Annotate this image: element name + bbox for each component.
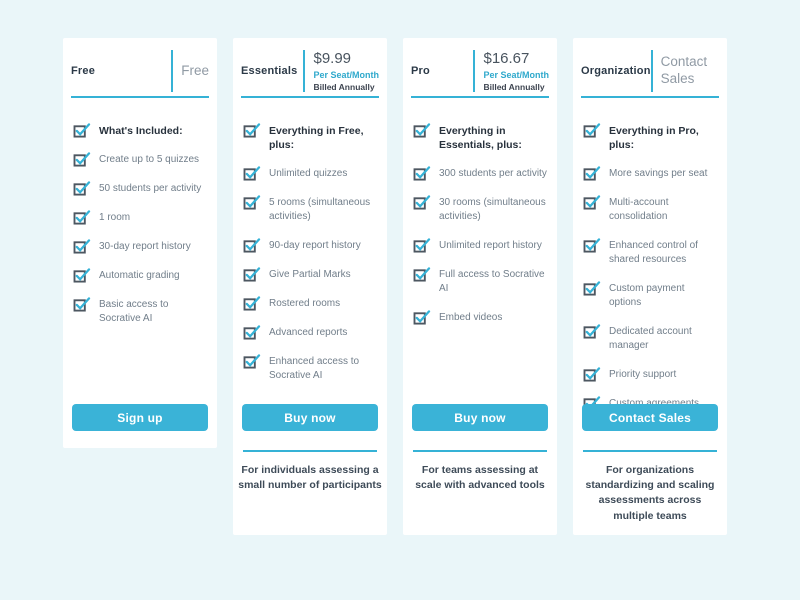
pricing-cards bbox=[63, 38, 727, 535]
signup-button[interactable]: Sign up bbox=[72, 404, 208, 431]
price-amount: $16.67 bbox=[483, 50, 530, 67]
feature-item: Enhanced control of shared resources bbox=[583, 239, 717, 267]
feature-item: Priority support bbox=[583, 368, 717, 382]
price-billing-note: Billed Annually bbox=[313, 82, 375, 92]
buy-now-button[interactable]: Buy now bbox=[412, 404, 548, 431]
price-block bbox=[475, 50, 549, 92]
plan-description: For teams assessing at scale with advanced tools bbox=[415, 464, 545, 492]
feature-item: More savings per seat bbox=[583, 167, 717, 181]
feature-item: Basic access to Socrative AI bbox=[73, 298, 207, 326]
feature-list bbox=[71, 124, 209, 326]
price-amount: $9.99 bbox=[313, 50, 352, 67]
feature-item: 5 rooms (simultaneous activities) bbox=[243, 196, 377, 224]
checkbox-icon bbox=[583, 123, 601, 138]
checkbox-icon bbox=[243, 195, 261, 210]
checkbox-icon bbox=[73, 181, 91, 196]
feature-list bbox=[411, 124, 549, 325]
feature-item: 50 students per activity bbox=[73, 182, 207, 196]
checkbox-icon bbox=[73, 210, 91, 225]
footer-rule bbox=[413, 450, 547, 452]
plan-header bbox=[71, 38, 209, 94]
checkbox-icon bbox=[73, 152, 91, 167]
price-block bbox=[653, 54, 719, 88]
plan-header bbox=[241, 38, 379, 94]
feature-item: Embed videos bbox=[413, 311, 547, 325]
plan-card-essentials bbox=[233, 38, 387, 535]
checkbox-icon bbox=[73, 123, 91, 138]
feature-item: 30-day report history bbox=[73, 240, 207, 254]
checkbox-icon bbox=[583, 367, 601, 382]
price-per-seat: Per Seat/Month bbox=[483, 70, 549, 80]
plan-description: For organizations standardizing and scaling assessments across multiple teams bbox=[585, 464, 715, 522]
plan-header bbox=[411, 38, 549, 94]
feature-item: Everything in Free, plus: bbox=[243, 124, 377, 152]
header-rule bbox=[411, 96, 549, 98]
price-text: Contact Sales bbox=[660, 54, 708, 86]
checkbox-icon bbox=[583, 166, 601, 181]
checkbox-icon bbox=[73, 239, 91, 254]
checkbox-icon bbox=[413, 238, 431, 253]
checkbox-icon bbox=[583, 238, 601, 253]
footer-rule bbox=[243, 450, 377, 452]
checkbox-icon bbox=[243, 166, 261, 181]
checkbox-icon bbox=[413, 166, 431, 181]
feature-item: Everything in Essentials, plus: bbox=[413, 124, 547, 152]
feature-item: 1 room bbox=[73, 211, 207, 225]
feature-item: Create up to 5 quizzes bbox=[73, 153, 207, 167]
checkbox-icon bbox=[243, 267, 261, 282]
checkbox-icon bbox=[583, 324, 601, 339]
checkbox-icon bbox=[583, 195, 601, 210]
plan-name: Pro bbox=[411, 65, 430, 77]
feature-item: Full access to Socrative AI bbox=[413, 268, 547, 296]
header-rule bbox=[241, 96, 379, 98]
feature-item: Rostered rooms bbox=[243, 297, 377, 311]
checkbox-icon bbox=[243, 123, 261, 138]
feature-item: Custom payment options bbox=[583, 282, 717, 310]
feature-item: 30 rooms (simultaneous activities) bbox=[413, 196, 547, 224]
checkbox-icon bbox=[413, 195, 431, 210]
feature-item: Automatic grading bbox=[73, 269, 207, 283]
plan-description: For individuals assessing a small number of participants bbox=[238, 464, 382, 492]
feature-list bbox=[241, 124, 379, 383]
header-rule bbox=[581, 96, 719, 98]
checkbox-icon bbox=[243, 296, 261, 311]
feature-item: Unlimited report history bbox=[413, 239, 547, 253]
price-text: Free bbox=[181, 62, 209, 78]
plan-card-pro bbox=[403, 38, 557, 535]
feature-item: What's Included: bbox=[73, 124, 207, 138]
header-rule bbox=[71, 96, 209, 98]
plan-card-free bbox=[63, 38, 217, 448]
feature-item: 90-day report history bbox=[243, 239, 377, 253]
plan-header bbox=[581, 38, 719, 94]
footer-rule bbox=[583, 450, 717, 452]
checkbox-icon bbox=[413, 310, 431, 325]
contact-sales-button[interactable]: Contact Sales bbox=[582, 404, 718, 431]
plan-name: Free bbox=[71, 65, 96, 77]
checkbox-icon bbox=[413, 267, 431, 282]
feature-item: 300 students per activity bbox=[413, 167, 547, 181]
price-block bbox=[173, 63, 209, 80]
checkbox-icon bbox=[243, 354, 261, 369]
price-billing-note: Billed Annually bbox=[483, 82, 545, 92]
checkbox-icon bbox=[413, 123, 431, 138]
feature-item: Unlimited quizzes bbox=[243, 167, 377, 181]
price-block bbox=[305, 50, 379, 92]
plan-card-organization bbox=[573, 38, 727, 535]
feature-list bbox=[581, 124, 719, 411]
feature-item: Give Partial Marks bbox=[243, 268, 377, 282]
plan-name: Organization bbox=[581, 65, 651, 77]
feature-item: Dedicated account manager bbox=[583, 325, 717, 353]
checkbox-icon bbox=[73, 268, 91, 283]
price-per-seat: Per Seat/Month bbox=[313, 70, 379, 80]
feature-item: Enhanced access to Socrative AI bbox=[243, 355, 377, 383]
checkbox-icon bbox=[243, 238, 261, 253]
plan-name: Essentials bbox=[241, 65, 298, 77]
checkbox-icon bbox=[243, 325, 261, 340]
checkbox-icon bbox=[583, 281, 601, 296]
feature-item: Everything in Pro, plus: bbox=[583, 124, 717, 152]
buy-now-button[interactable]: Buy now bbox=[242, 404, 378, 431]
feature-item: Advanced reports bbox=[243, 326, 377, 340]
feature-item: Multi-account consolidation bbox=[583, 196, 717, 224]
checkbox-icon bbox=[73, 297, 91, 312]
